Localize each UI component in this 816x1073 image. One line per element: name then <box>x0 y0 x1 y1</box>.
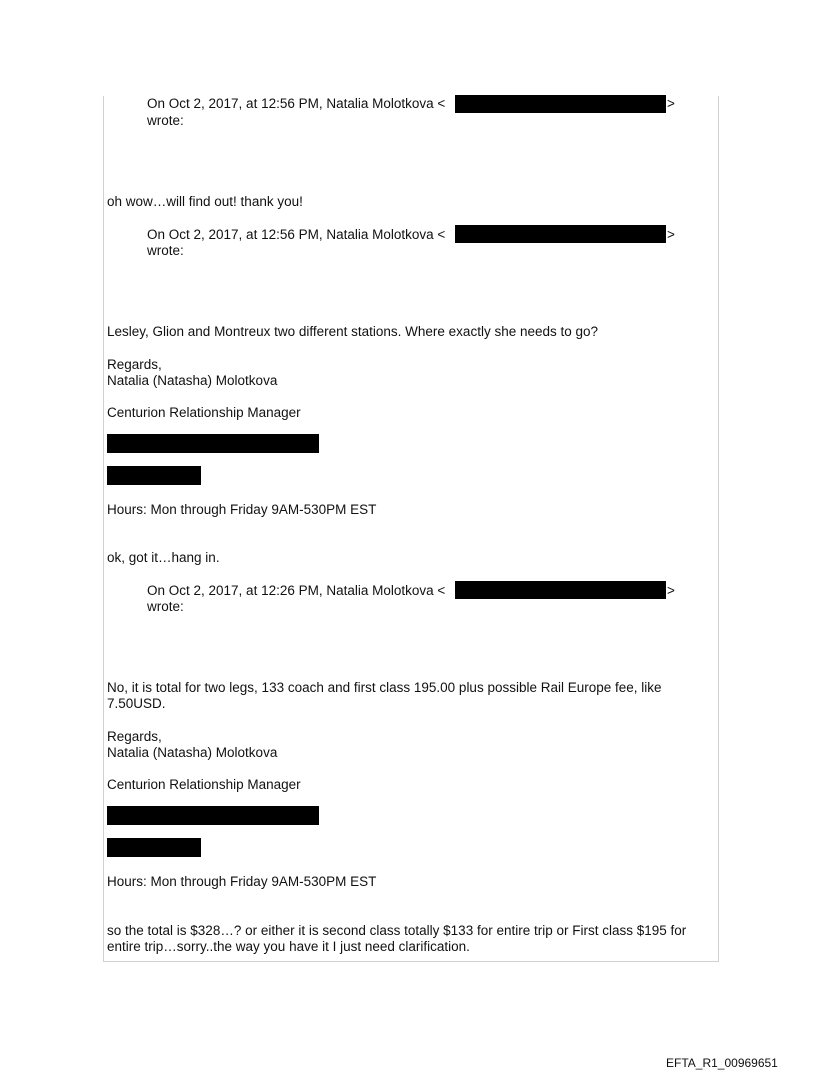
quote-header-2: On Oct 2, 2017, at 12:56 PM, Natalia Molotkova < <box>147 227 446 242</box>
message-2-signature-name: Natalia (Natasha) Molotkova <box>107 745 278 760</box>
redacted-email-2 <box>455 225 666 243</box>
redacted-contact-2 <box>107 466 201 485</box>
quote-header-1: On Oct 2, 2017, at 12:56 PM, Natalia Molotkova < <box>147 96 446 111</box>
quote-header-2-close: > <box>667 227 675 242</box>
message-1-regards: Regards, <box>107 357 162 372</box>
quote-header-1-close: > <box>667 96 675 111</box>
redacted-contact-1 <box>107 434 319 453</box>
message-1-signature-title: Centurion Relationship Manager <box>107 405 301 420</box>
message-1-body: Lesley, Glion and Montreux two different stations. Where exactly she needs to go? <box>107 324 599 339</box>
redacted-email-1 <box>455 95 666 113</box>
quote-wrote-2: wrote: <box>147 243 184 258</box>
reply-2: ok, got it…hang in. <box>107 550 220 565</box>
message-2-body: No, it is total for two legs, 133 coach and first class 195.00 plus possible Rail Europe fee, like 7.50USD. <box>107 680 662 711</box>
reply-1: oh wow…will find out! thank you! <box>107 194 303 209</box>
message-2-hours: Hours: Mon through Friday 9AM-530PM EST <box>107 874 377 889</box>
quote-wrote-3: wrote: <box>147 599 184 614</box>
quote-header-3: On Oct 2, 2017, at 12:26 PM, Natalia Molotkova < <box>147 583 446 598</box>
message-2-regards: Regards, <box>107 729 162 744</box>
reply-3: so the total is $328…? or either it is second class totally $133 for entire trip or First class $195 for entire trip…sorry..the way you have it I just need clarification. <box>107 923 687 954</box>
message-1-signature-name: Natalia (Natasha) Molotkova <box>107 373 278 388</box>
quote-header-3-close: > <box>667 583 675 598</box>
document-id: EFTA_R1_00969651 <box>666 1056 778 1070</box>
redacted-email-3 <box>455 581 666 599</box>
redacted-contact-4 <box>107 838 201 857</box>
redacted-contact-3 <box>107 806 319 825</box>
message-2-signature-title: Centurion Relationship Manager <box>107 777 301 792</box>
quote-wrote-1: wrote: <box>147 113 184 128</box>
message-1-hours: Hours: Mon through Friday 9AM-530PM EST <box>107 502 377 517</box>
